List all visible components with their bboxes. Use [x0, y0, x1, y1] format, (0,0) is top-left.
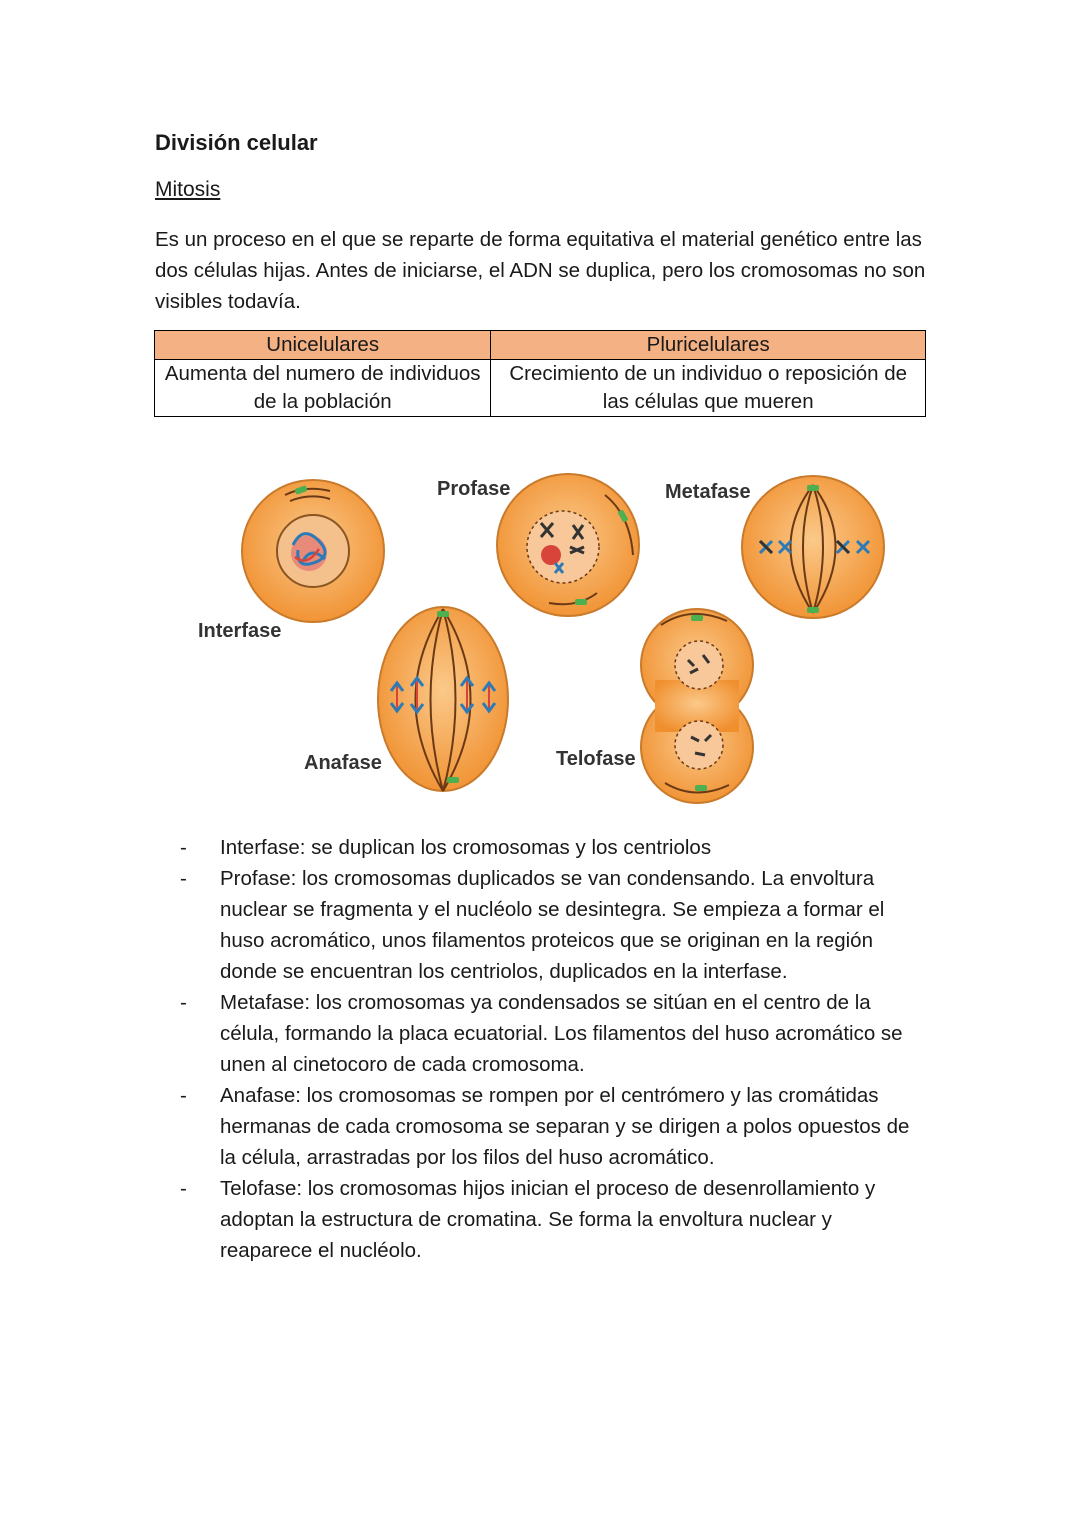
label-anafase: Anafase — [304, 752, 382, 774]
list-item: - Anafase: los cromosomas se rompen por el centrómero y las cromátidas hermanas de cada cromosoma se separan y se dirigen a polos opuestos de la célula, arrastradas por los filos del huso acromático. — [180, 1084, 910, 1169]
section-title-mitosis: Mitosis — [155, 178, 221, 201]
anafase-cell — [378, 607, 508, 791]
label-profase: Profase — [437, 478, 511, 500]
mitosis-diagram — [185, 465, 905, 810]
table-cell-unicelulares: Aumenta del numero de individuos de la población — [155, 360, 491, 417]
label-interfase: Interfase — [198, 620, 282, 642]
table-cell-pluricelulares: Crecimiento de un individuo o reposición de las células que mueren — [491, 360, 926, 417]
list-item: - Interfase: se duplican los cromosomas y los centriolos — [180, 836, 712, 859]
label-metafase: Metafase — [665, 481, 751, 503]
list-item: - Profase: los cromosomas duplicados se van condensando. La envoltura nuclear se fragmenta y el nucléolo se desintegra. Se empieza a formar el huso acromático, unos filamentos proteicos que se originan en la región donde se encuentran los centriolos, duplicados en la interfase. — [180, 867, 885, 983]
list-item: - Telofase: los cromosomas hijos inician el proceso de desenrollamiento y adoptan la estructura de cromatina. Se forma la envoltura nuclear y reaparece el nucléolo. — [180, 1177, 876, 1262]
table-header-pluricelulares: Pluricelulares — [491, 331, 926, 360]
interfase-cell — [242, 480, 384, 622]
intro-paragraph: Es un proceso en el que se reparte de forma equitativa el material genético entre las dos células hijas. Antes de iniciarse, el ADN se duplica, pero los cromosomas no son visibles todavía. — [155, 228, 926, 313]
profase-cell — [497, 474, 639, 616]
label-telofase: Telofase — [556, 748, 636, 770]
list-item: - Metafase: los cromosomas ya condensados se sitúan en el centro de la célula, formando la placa ecuatorial. Los filamentos del huso acromático se unen al cinetocoro de cada cromosoma. — [180, 991, 903, 1076]
page-title: División celular — [155, 130, 318, 155]
comparison-table — [154, 330, 926, 417]
metafase-cell — [742, 476, 884, 618]
table-header-unicelulares: Unicelulares — [155, 331, 491, 360]
phase-description-list — [180, 832, 920, 1266]
telofase-cell — [641, 609, 753, 803]
